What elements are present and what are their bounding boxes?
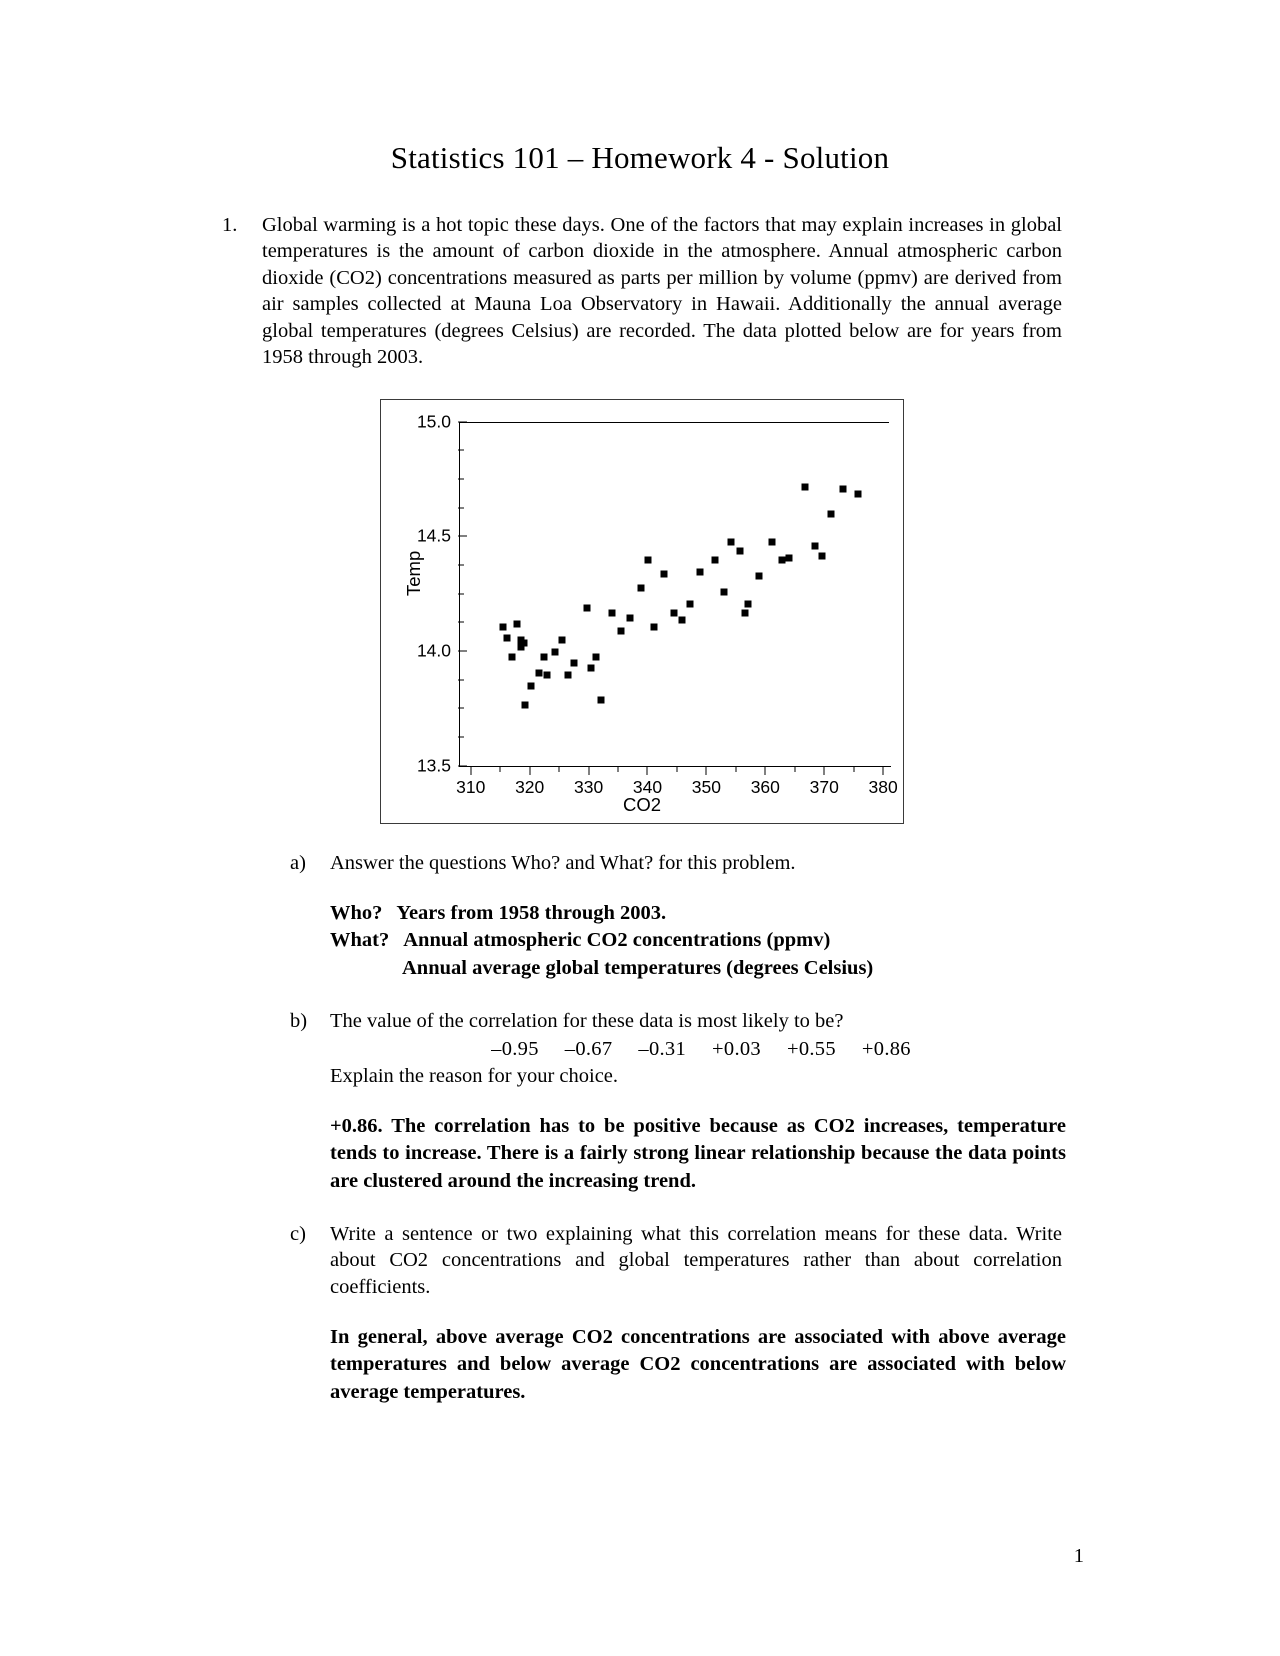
- data-point: [570, 660, 577, 667]
- data-point: [686, 600, 693, 607]
- page-number: 1: [1073, 1545, 1084, 1567]
- y-axis-minor-tick: [458, 622, 464, 623]
- y-axis-tick: [458, 536, 467, 537]
- part-b-prompt: The value of the correlation for these data is most likely to be?: [330, 1009, 844, 1032]
- x-axis-tick-label: 320: [515, 776, 545, 797]
- x-axis-minor-tick: [559, 766, 560, 772]
- data-point: [812, 543, 819, 550]
- question-1-text: Global warming is a hot topic these days. One of the factors that may explain increases in global temperatures is the amount of carbon dioxide in the atmosphere. Annual atmospheric carbon dioxide (CO2) concentrations measured as parts per million by volume (ppmv) are derived from air samples collected at Mauna Loa Observatory in Hawaii. Additionally the annual average global temperatures (degrees Celsius) are recorded. The data plotted below are for years from 1958 through 2003.: [262, 214, 1062, 369]
- part-b: [222, 1008, 1062, 1089]
- data-point: [587, 665, 594, 672]
- data-point: [670, 609, 677, 616]
- data-point: [513, 621, 520, 628]
- data-point: [742, 609, 749, 616]
- x-axis-tick: [529, 766, 530, 775]
- data-point: [500, 623, 507, 630]
- x-axis-tick-label: 340: [632, 776, 663, 797]
- data-point: [727, 538, 734, 545]
- x-axis-tick-label: 330: [573, 776, 604, 797]
- y-axis-minor-tick: [458, 450, 464, 451]
- data-point: [564, 671, 571, 678]
- x-axis-tick: [470, 766, 471, 775]
- question-1: [222, 212, 1062, 371]
- data-point: [660, 570, 667, 577]
- data-point: [521, 701, 528, 708]
- x-axis-tick: [883, 766, 884, 775]
- part-c-marker: c): [290, 1222, 306, 1245]
- x-axis-minor-tick: [618, 766, 619, 772]
- correlation-choice: –0.95: [491, 1038, 539, 1061]
- data-point: [626, 614, 633, 621]
- x-axis-tick: [647, 766, 648, 775]
- data-point: [645, 557, 652, 564]
- data-point: [544, 671, 551, 678]
- x-axis-tick-label: 350: [691, 776, 721, 797]
- data-point: [697, 568, 704, 575]
- y-axis-tick-label: 15.0: [416, 411, 451, 432]
- data-point: [768, 538, 775, 545]
- what-value: Annual atmospheric CO2 concentrations (ppmv): [403, 929, 831, 952]
- data-point: [509, 653, 516, 660]
- part-b-body: [330, 1008, 1062, 1089]
- y-axis-tick: [458, 765, 467, 766]
- y-axis-minor-tick: [458, 507, 464, 508]
- y-axis-tick: [458, 650, 467, 651]
- data-point: [552, 648, 559, 655]
- y-axis-minor-tick: [458, 564, 464, 565]
- plot-area: [459, 422, 889, 766]
- part-a-prompt: Answer the questions Who? and What? for this problem.: [330, 851, 796, 874]
- x-axis-tick-label: 360: [750, 776, 780, 797]
- data-point: [618, 628, 625, 635]
- data-point: [558, 637, 565, 644]
- data-point: [840, 486, 847, 493]
- correlation-choice: –0.67: [564, 1038, 613, 1061]
- data-point: [535, 669, 542, 676]
- part-b-answer: +0.86. The correlation has to be positive because as CO2 increases, temperature tends to increase. There is a fairly strong linear relationship because the data points are clustered around the increasing trend.: [330, 1115, 1066, 1192]
- x-axis-tick: [824, 766, 825, 775]
- part-b-prompt2: Explain the reason for your choice.: [330, 1064, 619, 1087]
- y-axis-minor-tick: [458, 708, 464, 709]
- y-axis-tick-label: 14.0: [416, 640, 451, 661]
- x-axis-tick-label: 310: [456, 776, 486, 797]
- scatterplot-co2-vs-temp: [380, 399, 904, 824]
- data-point: [819, 552, 826, 559]
- data-point: [584, 605, 591, 612]
- y-axis-minor-tick: [458, 478, 464, 479]
- data-point: [802, 483, 809, 490]
- x-axis-minor-tick: [500, 766, 501, 772]
- x-axis-minor-tick: [853, 766, 854, 772]
- data-point: [527, 683, 534, 690]
- data-point: [745, 600, 752, 607]
- correlation-choice: +0.03: [712, 1038, 761, 1061]
- question-1-marker: 1.: [222, 214, 238, 236]
- data-point: [593, 653, 600, 660]
- y-axis-tick: [458, 421, 467, 422]
- x-axis-title: CO2: [622, 793, 662, 815]
- correlation-choice: +0.55: [786, 1038, 836, 1061]
- data-point: [504, 635, 511, 642]
- data-point: [855, 490, 862, 497]
- y-axis-minor-tick: [458, 593, 464, 594]
- y-axis-tick-label: 13.5: [416, 755, 451, 776]
- data-point: [736, 548, 743, 555]
- y-axis-minor-tick: [458, 679, 464, 680]
- part-a-answer: [222, 900, 1066, 982]
- page-title: Statistics 101 – Homework 4 - Solution: [390, 140, 890, 175]
- who-value: Years from 1958 through 2003.: [396, 902, 667, 925]
- data-point: [778, 557, 785, 564]
- part-a: [222, 850, 1062, 876]
- part-b-choices: [330, 1036, 1062, 1062]
- data-point: [517, 644, 524, 651]
- part-c: [222, 1221, 1062, 1300]
- data-point: [608, 609, 615, 616]
- data-point: [712, 557, 719, 564]
- correlation-choice: +0.86: [861, 1038, 911, 1061]
- data-point: [720, 589, 727, 596]
- y-axis-title: Temp: [403, 550, 424, 596]
- data-point: [828, 511, 835, 518]
- part-c-prompt: Write a sentence or two explaining what this correlation means for these data. Write about CO2 concentrations and global temperatures rather than about correlation coefficients.: [330, 1222, 1062, 1298]
- data-point: [756, 573, 763, 580]
- x-axis-tick: [706, 766, 707, 775]
- x-axis-tick: [765, 766, 766, 775]
- x-axis-minor-tick: [676, 766, 677, 772]
- data-point: [598, 697, 605, 704]
- data-point: [785, 554, 792, 561]
- x-axis-tick: [588, 766, 589, 775]
- y-axis-tick-label: 14.5: [416, 525, 451, 546]
- document-content: [218, 212, 1066, 1406]
- x-axis-minor-tick: [794, 766, 795, 772]
- x-axis-minor-tick: [735, 766, 736, 772]
- x-axis-line: [459, 766, 891, 767]
- data-point: [540, 653, 547, 660]
- what-value-line2: Annual average global temperatures (degrees Celsius): [402, 956, 874, 979]
- y-axis-minor-tick: [458, 736, 464, 737]
- who-label: Who?: [330, 902, 383, 925]
- x-axis-tick-label: 370: [809, 776, 839, 797]
- part-b-marker: b): [290, 1009, 308, 1032]
- correlation-choice: –0.31: [638, 1038, 687, 1061]
- part-c-answer: In general, above average CO2 concentrations are associated with above average temperatures and below average CO2 concentrations are associated with below average temperatures.: [330, 1326, 1066, 1403]
- x-axis-tick-label: 380: [868, 776, 898, 797]
- part-a-marker: a): [290, 851, 306, 874]
- data-point: [651, 623, 658, 630]
- data-point: [637, 584, 644, 591]
- what-label: What?: [330, 929, 390, 952]
- data-point: [679, 616, 686, 623]
